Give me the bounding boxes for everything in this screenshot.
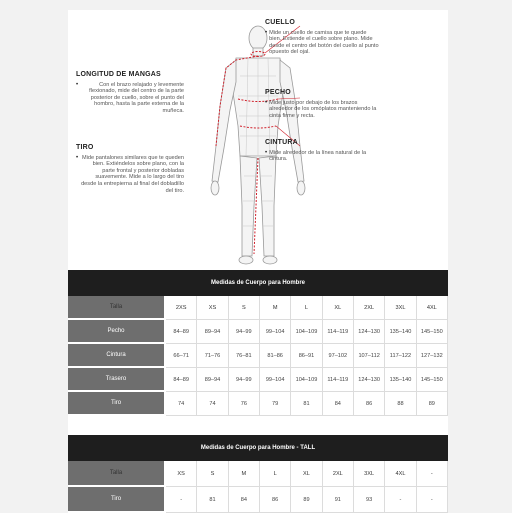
table-cell: 89 — [291, 487, 322, 513]
table-cell: 114–119 — [323, 368, 354, 392]
note-tiro-title: TIRO — [76, 144, 94, 151]
table-row — [68, 487, 448, 513]
note-mangas-title: LONGITUD DE MANGAS — [76, 71, 161, 78]
table-cell: 97–102 — [323, 344, 354, 368]
table-cell: 99–104 — [260, 320, 291, 344]
table-cell: 3XL — [354, 461, 385, 487]
table-cell: 74 — [166, 392, 197, 416]
bullet-icon: • — [265, 99, 268, 106]
table-cell: 4XL — [417, 296, 448, 320]
table-cell: 66–71 — [166, 344, 197, 368]
table-cell: L — [291, 296, 322, 320]
table-cell: 74 — [197, 392, 228, 416]
table-cell: 2XS — [166, 296, 197, 320]
note-cintura-title: CINTURA — [265, 139, 298, 146]
table-cell: 135–140 — [385, 368, 416, 392]
table-cell: 91 — [323, 487, 354, 513]
table-cell: 86 — [260, 487, 291, 513]
size-table-regular-grid — [68, 296, 448, 416]
table-cell: XS — [166, 461, 197, 487]
size-table-tall-title: Medidas de Cuerpo para Hombre - TALL — [68, 435, 448, 461]
size-table-regular — [68, 270, 448, 416]
table-cell: 94–99 — [229, 320, 260, 344]
table-cell: - — [166, 487, 197, 513]
table-cell: 84 — [229, 487, 260, 513]
table-cell: 86 — [354, 392, 385, 416]
table-cell: 81 — [197, 487, 228, 513]
row-header: Tiro — [68, 392, 166, 416]
table-cell: 2XL — [323, 461, 354, 487]
table-cell: 135–140 — [385, 320, 416, 344]
table-cell: 145–150 — [417, 320, 448, 344]
bullet-icon: • — [265, 29, 268, 36]
table-cell: 84 — [323, 392, 354, 416]
table-cell: 76–81 — [229, 344, 260, 368]
note-tiro — [76, 145, 184, 194]
size-table-regular-title: Medidas de Cuerpo para Hombre — [68, 270, 448, 296]
size-guide-page — [68, 10, 448, 512]
note-tiro-text: Mide pantalones similares que te queden bien. Extiéndelos sobre plano, con la parte frontal y posterior dobladas suavemente. Mide a lo largo del tiro desde la entrepierna al final del dobladillo del tiro. — [81, 154, 184, 194]
table-cell: 89 — [417, 392, 448, 416]
note-pecho — [265, 90, 380, 119]
table-cell: 88 — [385, 392, 416, 416]
table-cell: 107–112 — [354, 344, 385, 368]
row-header: Tiro — [68, 487, 166, 513]
table-row — [68, 392, 448, 416]
table-cell: S — [229, 296, 260, 320]
row-header: Cintura — [68, 344, 166, 368]
table-cell: 124–130 — [354, 368, 385, 392]
table-row — [68, 368, 448, 392]
table-cell: 81–86 — [260, 344, 291, 368]
table-cell: 127–132 — [417, 344, 448, 368]
table-cell: 145–150 — [417, 368, 448, 392]
table-cell: 4XL — [385, 461, 416, 487]
table-cell: 104–109 — [291, 320, 322, 344]
row-header: Talla — [68, 296, 166, 320]
table-cell: 117–122 — [385, 344, 416, 368]
table-cell: 2XL — [354, 296, 385, 320]
table-cell: 86–91 — [291, 344, 322, 368]
size-table-tall — [68, 435, 448, 513]
note-mangas-text: Con el brazo relajado y levemente flexionado, mide del centro de la parte posterior de cuello, sobre el punto del hombro, hasta la parte externa de la muñeca. — [89, 81, 184, 114]
table-cell: 104–109 — [291, 368, 322, 392]
table-cell: M — [260, 296, 291, 320]
bullet-icon: • — [76, 154, 79, 161]
note-mangas — [76, 72, 184, 115]
table-cell: 84–89 — [166, 320, 197, 344]
bullet-icon: • — [265, 149, 268, 156]
note-cuello-text: Mide un cuello de camisa que te quede bien. Extiende el cuello sobre plano. Mide desde el centro del botón del cuello al punto opuesto del ojal. — [269, 29, 379, 56]
row-header: Pecho — [68, 320, 166, 344]
table-cell: - — [385, 487, 416, 513]
size-table-tall-grid — [68, 461, 448, 513]
table-row — [68, 320, 448, 344]
table-cell: L — [260, 461, 291, 487]
table-row — [68, 296, 448, 320]
note-cintura-text: Mide alrededor de la línea natural de la cintura. — [269, 149, 367, 163]
row-header: Talla — [68, 461, 166, 487]
note-pecho-title: PECHO — [265, 89, 291, 96]
table-cell: M — [229, 461, 260, 487]
table-cell: 93 — [354, 487, 385, 513]
bullet-icon: • — [76, 81, 79, 88]
table-cell: 114–119 — [323, 320, 354, 344]
table-cell: XS — [197, 296, 228, 320]
note-pecho-text: Mide justo por debajo de los brazos alrededor de los omóplatos manteniendo la cinta firme y recta. — [269, 99, 377, 119]
table-cell: XL — [291, 461, 322, 487]
table-cell: 76 — [229, 392, 260, 416]
table-cell: 124–130 — [354, 320, 385, 344]
table-cell: 99–104 — [260, 368, 291, 392]
table-cell: 89–94 — [197, 368, 228, 392]
table-cell: - — [417, 487, 448, 513]
table-cell: 84–89 — [166, 368, 197, 392]
table-cell: S — [197, 461, 228, 487]
row-header: Trasero — [68, 368, 166, 392]
table-cell: 89–94 — [197, 320, 228, 344]
table-cell: 94–99 — [229, 368, 260, 392]
note-cuello — [265, 20, 380, 56]
note-cintura — [265, 140, 380, 163]
table-cell: - — [417, 461, 448, 487]
note-cuello-title: CUELLO — [265, 19, 295, 26]
table-cell: 3XL — [385, 296, 416, 320]
table-row — [68, 344, 448, 368]
table-cell: XL — [323, 296, 354, 320]
table-cell: 81 — [291, 392, 322, 416]
table-cell: 71–76 — [197, 344, 228, 368]
table-cell: 79 — [260, 392, 291, 416]
table-row — [68, 461, 448, 487]
